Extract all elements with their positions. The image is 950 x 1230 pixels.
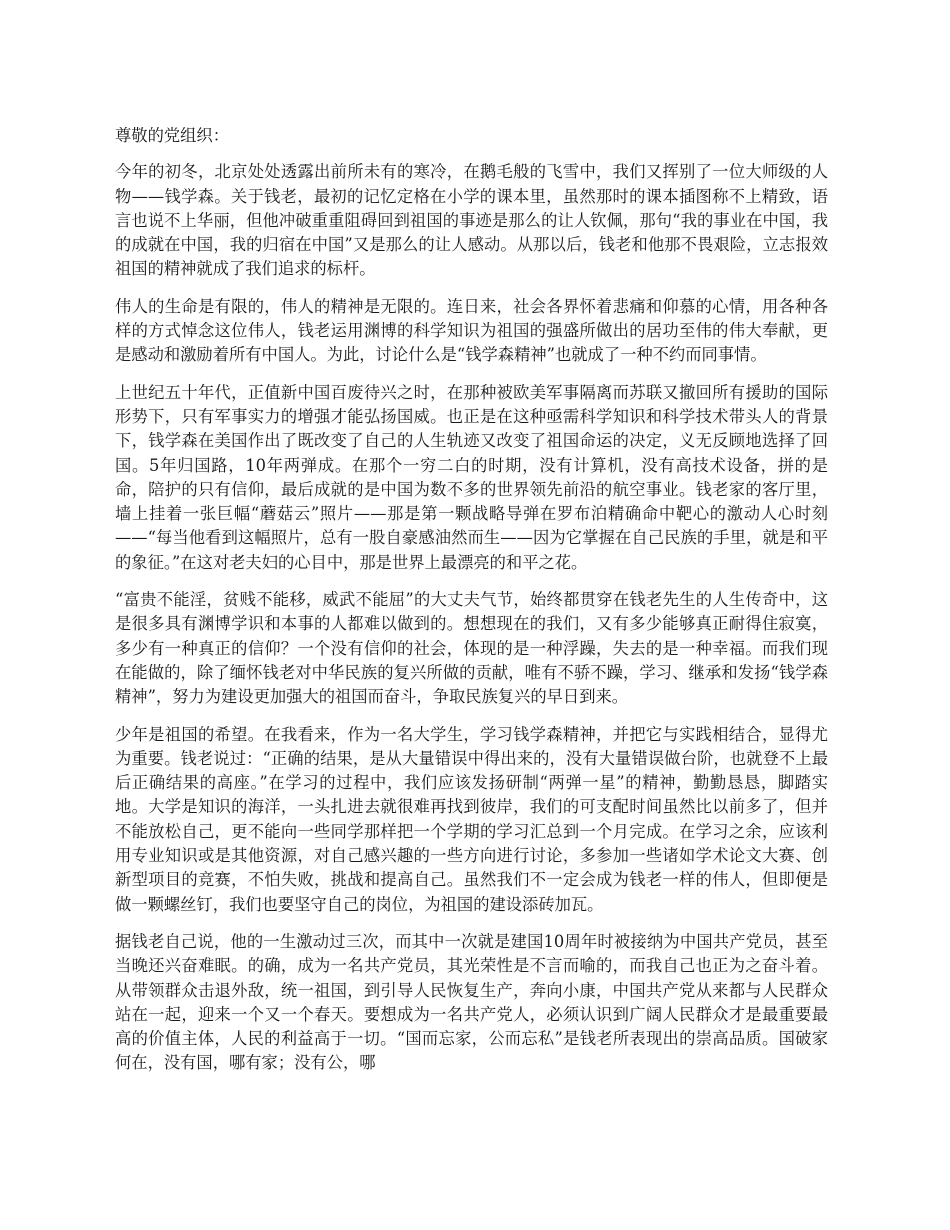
paragraph-4: “富贵不能淫，贫贱不能移，威武不能屈”的大丈夫气节，始终都贯穿在钱老先生的人生传奇中，这是很多具有渊博学识和本事的人都难以做到的。想想现在的我们，又有多少能够真正耐得住寂寞，多少有一种真正的信仰？一个没有信仰的社会，体现的是一种浮躁，失去的是一种幸福。而我们现在能做的，除了缅怀钱老对中华民族的复兴所做的贡献，唯有不骄不躁，学习、继承和发扬“钱学森精神”，努力为建设更加强大的祖国而奋斗，争取民族复兴的早日到来。	[115, 590, 828, 707]
letter-body	[115, 124, 828, 1089]
paragraph-5: 少年是祖国的希望。在我看来，作为一名大学生，学习钱学森精神，并把它与实践相结合，显得尤为重要。钱老说过：“正确的结果，是从大量错误中得出来的，没有大量错误做台阶，也就登不上最后正确结果的高座。”在学习的过程中，我们应该发扬研制“两弹一星”的精神，勤勤恳恳，脚踏实地。大学是知识的海洋，一头扎进去就很难再找到彼岸，我们的可支配时间虽然比以前多了，但并不能放松自己，更不能向一些同学那样把一个学期的学习汇总到一个月完成。在学习之余，应该利用专业知识或是其他资源，对自己感兴趣的一些方向进行讨论，多参加一些诸如学术论文大赛、创新型项目的竞赛，不怕失败，挑战和提高自己。虽然我们不一定会成为钱老一样的伟人，但即便是做一颗螺丝钉，我们也要坚守自己的岗位，为祖国的建设添砖加瓦。	[115, 724, 828, 914]
paragraph-6: 据钱老自己说，他的一生激动过三次，而其中一次就是建国10周年时被接纳为中国共产党员，甚至当晚还兴奋难眠。的确，成为一名共产党员，其光荣性是不言而喻的，而我自己也正为之奋斗着。从带领群众击退外敌，统一祖国，到引导人民恢复生产，奔向小康，中国共产党从来都与人民群众站在一起，迎来一个又一个春天。要想成为一名共产党人，必须认识到广阔人民群众才是最重要最高的价值主体，人民的利益高于一切。“国而忘家，公而忘私”是钱老所表现出的崇高品质。国破家何在，没有国，哪有家；没有公，哪	[115, 931, 828, 1073]
salutation: 尊敬的党组织：	[115, 126, 229, 145]
paragraph-2: 伟人的生命是有限的，伟人的精神是无限的。连日来，社会各界怀着悲痛和仰慕的心情，用各种各样的方式悼念这位伟人，钱老运用渊博的科学知识为祖国的强盛所做出的居功至伟的伟大奉献，更是感动和激励着所有中国人。为此，讨论什么是“钱学森精神”也就成了一种不约而同事情。	[115, 296, 828, 365]
paragraph-1: 今年的初冬，北京处处透露出前所未有的寒冷，在鹅毛般的飞雪中，我们又挥别了一位大师级的人物——钱学森。关于钱老，最初的记忆定格在小学的课本里，虽然那时的课本插图称不上精致，语言也说不上华丽，但他冲破重重阻碍回到祖国的事迹是那么的让人钦佩，那句“我的事业在中国，我的成就在中国，我的归宿在中国”又是那么的让人感动。从那以后，钱老和他那不畏艰险，立志报效祖国的精神就成了我们追求的标杆。	[115, 162, 828, 279]
paragraph-3: 上世纪五十年代，正值新中国百废待兴之时，在那种被欧美军事隔离而苏联又撤回所有援助的国际形势下，只有军事实力的增强才能弘扬国威。也正是在这种亟需科学知识和科学技术带头人的背景下，钱学森在美国作出了既改变了自己的人生轨迹又改变了祖国命运的决定，义无反顾地选择了回国。5年归国路，10年两弹成。在那个一穷二白的时期，没有计算机，没有高技术设备，拼的是命，陪护的只有信仰，最后成就的是中国为数不多的世界领先前沿的航空事业。钱老家的客厅里，墙上挂着一张巨幅“蘑菇云”照片——那是第一颗战略导弹在罗布泊精确命中靶心的激动人心时刻——“每当他看到这幅照片，总有一股自豪感油然而生——因为它掌握在自己民族的手里，就是和平的象征。”在这对老夫妇的心目中，那是世界上最漂亮的和平之花。	[115, 382, 828, 572]
